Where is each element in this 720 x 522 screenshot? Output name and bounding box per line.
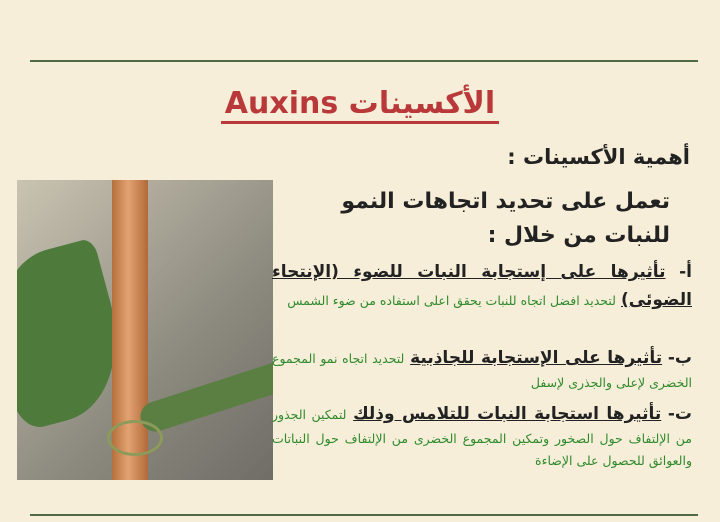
list-item — [272, 400, 692, 472]
item-body: لتحديد اتجاه نمو المجموع الخضرى لإعلى والجذرى لإسفل — [272, 351, 692, 390]
item-prefix: ت- — [667, 404, 693, 424]
item-heading: تأثيرها استجابة النبات للتلامس وذلك — [353, 404, 662, 424]
tendril-coil-shape — [107, 420, 163, 456]
list-item — [272, 258, 692, 314]
item-body: لتمكين الجذور من الإلتفاف حول الصخور وتمكين المجموع الخضرى من الإلتفاف حول النباتات والعوائق للحصول على الإضاءة — [272, 407, 692, 468]
bottom-divider — [30, 514, 698, 516]
list-item — [272, 344, 692, 394]
intro-text: تعمل على تحديد اتجاهات النمو للنبات من خلال : — [341, 189, 670, 248]
item-prefix: ب- — [667, 348, 692, 368]
item-body: لتحديد افضل اتجاه للنبات يحقق اعلى استفاده من ضوء الشمس — [287, 293, 616, 308]
top-divider — [30, 60, 698, 62]
tendril-stem-shape — [137, 354, 273, 435]
item-heading: تأثيرها على إستجابة النبات للضوء (الإنتحاء الضوئى) — [272, 262, 692, 310]
item-prefix: أ- — [679, 262, 692, 282]
section-heading: أهمية الأكسينات : — [507, 145, 690, 169]
item-heading: تأثيرها على الإستجابة للجاذبية — [410, 348, 663, 368]
plant-photo — [17, 180, 273, 480]
page-title: الأكسينات Auxins — [0, 86, 720, 121]
